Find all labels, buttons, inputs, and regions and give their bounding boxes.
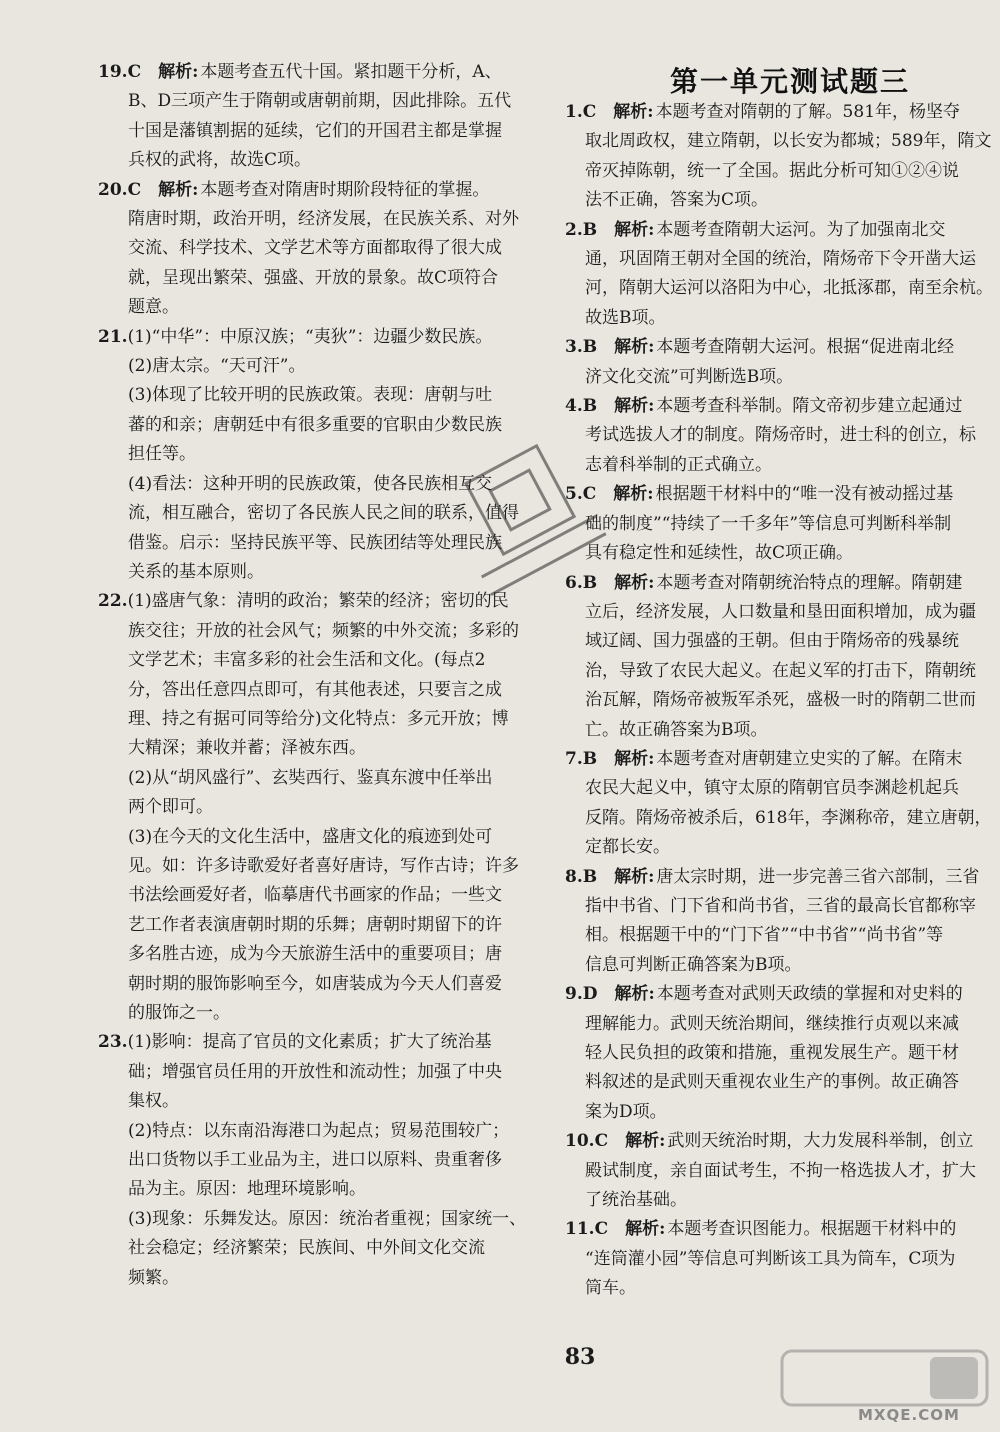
answer-line: 故选B项。 (585, 307, 666, 328)
watermark-url: MXQE.COM (858, 1406, 960, 1424)
answer-line: (2)从“胡风盛行”、玄奘西行、鉴真东渡中任举出 (128, 767, 493, 788)
answer-line: 相。根据题干中的“门下省”“中书省”“尚书省”等 (585, 925, 944, 946)
answer-line: 社会稳定；经济繁荣；民族间、中外间文化交流 (128, 1238, 485, 1259)
answer-line: 本题考查对隋朝的了解。581年，杨坚夺 (655, 102, 961, 122)
answer-line: (3)在今天的文化生活中，盛唐文化的痕迹到处可 (128, 826, 493, 847)
answer-item (98, 176, 538, 323)
analysis-label: 解析: (614, 572, 655, 593)
section-title: 第一单元测试题三 (669, 65, 910, 98)
question-number: 7. (565, 748, 583, 769)
answer-line: 帝灭掉陈朝，统一了全国。据此分析可知①②④说 (585, 160, 959, 181)
answer-letter: C (127, 62, 142, 82)
answer-line: 济文化交流”可判断选B项。 (585, 366, 794, 387)
answer-line: 武则天统治时期，大力发展科举制，创立 (667, 1131, 974, 1152)
answer-line: 题意。 (128, 297, 179, 318)
answer-line: 交流、科学技术、文学艺术等方面都取得了很大成 (128, 238, 502, 259)
answer-letter: C (594, 1219, 609, 1240)
stamp-seal (420, 420, 630, 620)
answer-line: 了统治基础。 (585, 1190, 687, 1211)
answer-line: 集权。 (128, 1091, 179, 1112)
answer-line: 法不正确，答案为C项。 (585, 190, 769, 211)
answer-letter: C (594, 1131, 609, 1152)
answer-item (565, 1215, 993, 1303)
answer-line: 理、持之有据可同等给分)文化特点：多元开放；博 (128, 708, 509, 729)
answer-line: 就，呈现出繁荣、强盛、开放的景象。故C项符合 (128, 267, 499, 288)
answer-line: 本题考查对武则天政绩的掌握和对史料的 (656, 984, 963, 1005)
answer-line: 亡。故正确答案为B项。 (585, 719, 768, 740)
answer-line: 本题考查隋朝大运河。根据“促进南北经 (656, 337, 955, 358)
analysis-label: 解析: (614, 219, 655, 240)
question-number: 5. (565, 484, 583, 505)
answer-line: 族交往；开放的社会风气；频繁的中外交流；多彩的 (128, 620, 519, 641)
answer-line: 艺工作者表演唐朝时期的乐舞；唐朝时期留下的许 (128, 914, 502, 935)
analysis-label: 解析: (625, 1131, 666, 1152)
answer-line: 隋唐时期，政治开明，经济发展，在民族关系、对外 (128, 209, 519, 230)
page-number: 83 (564, 1344, 596, 1370)
answer-item (565, 1127, 993, 1215)
answer-line: 域辽阔、国力强盛的王朝。但由于隋炀帝的残暴统 (585, 631, 959, 652)
answer-line: 两个即可。 (128, 797, 213, 818)
answer-line: 志着科举制的正式确立。 (585, 454, 772, 475)
answer-line: 治，导致了农民大起义。在起义军的打击下，隋朝统 (585, 660, 976, 681)
answer-item (98, 58, 538, 176)
answer-line: 本题考查对隋唐时期阶段特征的掌握。 (200, 179, 490, 200)
answer-line: (2)唐太宗。“天可汗”。 (128, 356, 306, 377)
question-number: 11. (565, 1219, 595, 1240)
answer-line: 治瓦解，隋炀帝被叛军杀死，盛极一时的隋朝二世而 (585, 690, 976, 711)
answer-line: 础的制度”“持续了一千多年”等信息可判断科举制 (585, 513, 952, 534)
answer-item (98, 587, 538, 1028)
analysis-label: 解析: (613, 484, 654, 505)
answer-line: 具有稳定性和延续性，故C项正确。 (585, 543, 854, 564)
question-number: 20. (98, 179, 128, 200)
answer-line: 出口货物以手工业品为主，进口以原料、贵重奢侈 (128, 1150, 502, 1171)
answer-line: 信息可判断正确答案为B项。 (585, 954, 802, 975)
answer-letter: C (582, 102, 597, 122)
question-number: 4. (565, 396, 583, 417)
question-number: 3. (565, 337, 583, 358)
answer-line: 料叙述的是武则天重视农业生产的事例。故正确答 (585, 1072, 959, 1093)
answer-line: 本题考查对隋朝统治特点的理解。隋朝建 (656, 572, 963, 593)
answer-line: 担任等。 (128, 444, 196, 465)
answer-line: 的服饰之一。 (128, 1003, 230, 1023)
answer-line: 频繁。 (128, 1267, 179, 1288)
answer-line: 流，相互融合，密切了各民族人民之间的联系，值得 (128, 503, 519, 524)
answer-letter: B (582, 748, 598, 769)
question-number: 9. (565, 984, 583, 1005)
analysis-label: 解析: (158, 179, 199, 200)
answer-line: 殿试制度，亲自面试考生，不拘一格选拔人才，扩大 (585, 1160, 976, 1181)
answer-line: 取北周政权，建立隋朝，以长安为都城；589年，隋文 (585, 131, 992, 152)
answer-line: 本题考查五代十国。紧扣题干分析，A、 (200, 62, 502, 82)
answer-item (565, 98, 993, 216)
answer-letter: B (582, 337, 598, 358)
answer-line: 考试选拔人才的制度。隋炀帝时，进士科的创立，标 (585, 425, 976, 446)
answer-line: (4)看法：这种开明的民族政策，使各民族相互交 (128, 473, 493, 494)
answer-item (565, 745, 993, 863)
question-number: 22. (98, 591, 128, 612)
question-number: 23. (98, 1032, 128, 1053)
answer-line: 大精深；兼收并蓄；泽被东西。 (128, 738, 366, 759)
answer-item (98, 1028, 538, 1293)
answer-letter: D (582, 984, 598, 1005)
answer-line: 十国是藩镇割据的延续，它们的开国君主都是掌握 (128, 120, 502, 141)
answer-line: 本题考查隋朝大运河。为了加强南北交 (656, 219, 946, 240)
answer-line: 通，巩固隋王朝对全国的统治，隋炀帝下令开凿大运 (585, 249, 976, 270)
analysis-label: 解析: (613, 102, 654, 122)
answer-item (565, 863, 993, 981)
analysis-label: 解析: (625, 1219, 666, 1240)
answer-line: 书法绘画爱好者，临摹唐代书画家的作品；一些文 (128, 885, 502, 906)
answer-line: 品为主。原因：地理环境影响。 (128, 1179, 366, 1200)
answer-line: 定都长安。 (585, 837, 670, 858)
question-number: 19. (98, 62, 128, 82)
answer-line: 唐太宗时期，进一步完善三省六部制，三省 (656, 866, 980, 887)
question-number: 8. (565, 866, 583, 887)
answer-line: B、D三项产生于隋朝或唐朝前期，因此排除。五代 (128, 91, 512, 112)
answer-line: 筒车。 (585, 1278, 636, 1299)
analysis-label: 解析: (614, 866, 655, 887)
answer-line: 本题考查识图能力。根据题干材料中的 (667, 1219, 957, 1240)
answer-line: (3)体现了比较开明的民族政策。表现：唐朝与吐 (128, 385, 493, 406)
answer-letter: B (582, 866, 598, 887)
answer-line: 关系的基本原则。 (128, 561, 264, 582)
answer-line: 本题考查科举制。隋文帝初步建立起通过 (656, 396, 963, 417)
question-number: 1. (565, 102, 583, 122)
answer-line: (1)“中华”：中原汉族；“夷狄”：边疆少数民族。 (127, 326, 493, 347)
answer-line: 根据题干材料中的“唯一没有被动摇过基 (655, 484, 954, 505)
answer-line: (1)盛唐气象：清明的政治；繁荣的经济；密切的民 (127, 591, 509, 612)
answer-letter: C (582, 484, 597, 505)
answer-line: 见。如：许多诗歌爱好者喜好唐诗，写作古诗；许多 (128, 855, 519, 876)
answer-item (565, 216, 993, 334)
question-number: 10. (565, 1131, 595, 1152)
answer-item (565, 333, 993, 392)
answer-item (565, 980, 993, 1127)
right-column (565, 98, 993, 1304)
answer-line: 立后，经济发展，人口数量和垦田面积增加，成为疆 (585, 601, 976, 622)
answer-letter: B (582, 572, 598, 593)
analysis-label: 解析: (614, 984, 655, 1005)
answer-letter: B (582, 396, 598, 417)
answer-line: 朝时期的服饰影响至今，如唐装成为今天人们喜爱 (128, 973, 502, 994)
question-number: 2. (565, 219, 583, 240)
question-number: 21. (98, 326, 128, 347)
question-number: 6. (565, 572, 583, 593)
answer-line: 轻人民负担的政策和措施，重视发展生产。题干材 (585, 1043, 959, 1063)
answer-line: “连筒灌小园”等信息可判断该工具为筒车，C项为 (585, 1248, 956, 1269)
answer-line: 反隋。隋炀帝被杀后，618年，李渊称帝，建立唐朝， (585, 807, 992, 828)
answer-line: 理解能力。武则天统治期间，继续推行贞观以来减 (585, 1013, 959, 1034)
answer-line: 农民大起义中，镇守太原的隋朝官员李渊趁机起兵 (585, 778, 959, 799)
analysis-label: 解析: (158, 62, 199, 82)
answer-line: 分，答出任意四点即可，有其他表述，只要言之成 (128, 679, 502, 700)
answer-letter: B (582, 219, 598, 240)
analysis-label: 解析: (614, 337, 655, 358)
analysis-label: 解析: (614, 748, 655, 769)
answer-line: 兵权的武将，故选C项。 (128, 150, 312, 171)
left-column (98, 58, 538, 1293)
answer-letter: C (127, 179, 142, 200)
analysis-label: 解析: (614, 396, 655, 417)
answer-line: 多名胜古迹，成为今天旅游生活中的重要项目；唐 (128, 944, 502, 965)
answer-line: 指中书省、门下省和尚书省，三省的最高长官都称宰 (585, 895, 976, 916)
answer-line: (3)现象：乐舞发达。原因：统治者重视；国家统一、 (128, 1208, 527, 1229)
answer-line: 文学艺术；丰富多彩的社会生活和文化。(每点2 (128, 650, 486, 671)
answer-line: 河，隋朝大运河以洛阳为中心，北抵涿郡，南至余杭。 (585, 278, 993, 299)
answer-line: 本题考查对唐朝建立史实的了解。在隋末 (656, 748, 963, 769)
answer-line: (2)特点：以东南沿海港口为起点；贸易范围较广； (128, 1120, 510, 1141)
answer-line: 础；增强官员任用的开放性和流动性；加强了中央 (128, 1061, 502, 1082)
answer-line: 借鉴。启示：坚持民族平等、民族团结等处理民族 (128, 532, 502, 553)
answer-line: 蕃的和亲；唐朝廷中有很多重要的官职由少数民族 (128, 414, 502, 435)
answer-line: (1)影响：提高了官员的文化素质；扩大了统治基 (127, 1032, 492, 1053)
answer-line: 案为D项。 (585, 1101, 667, 1122)
